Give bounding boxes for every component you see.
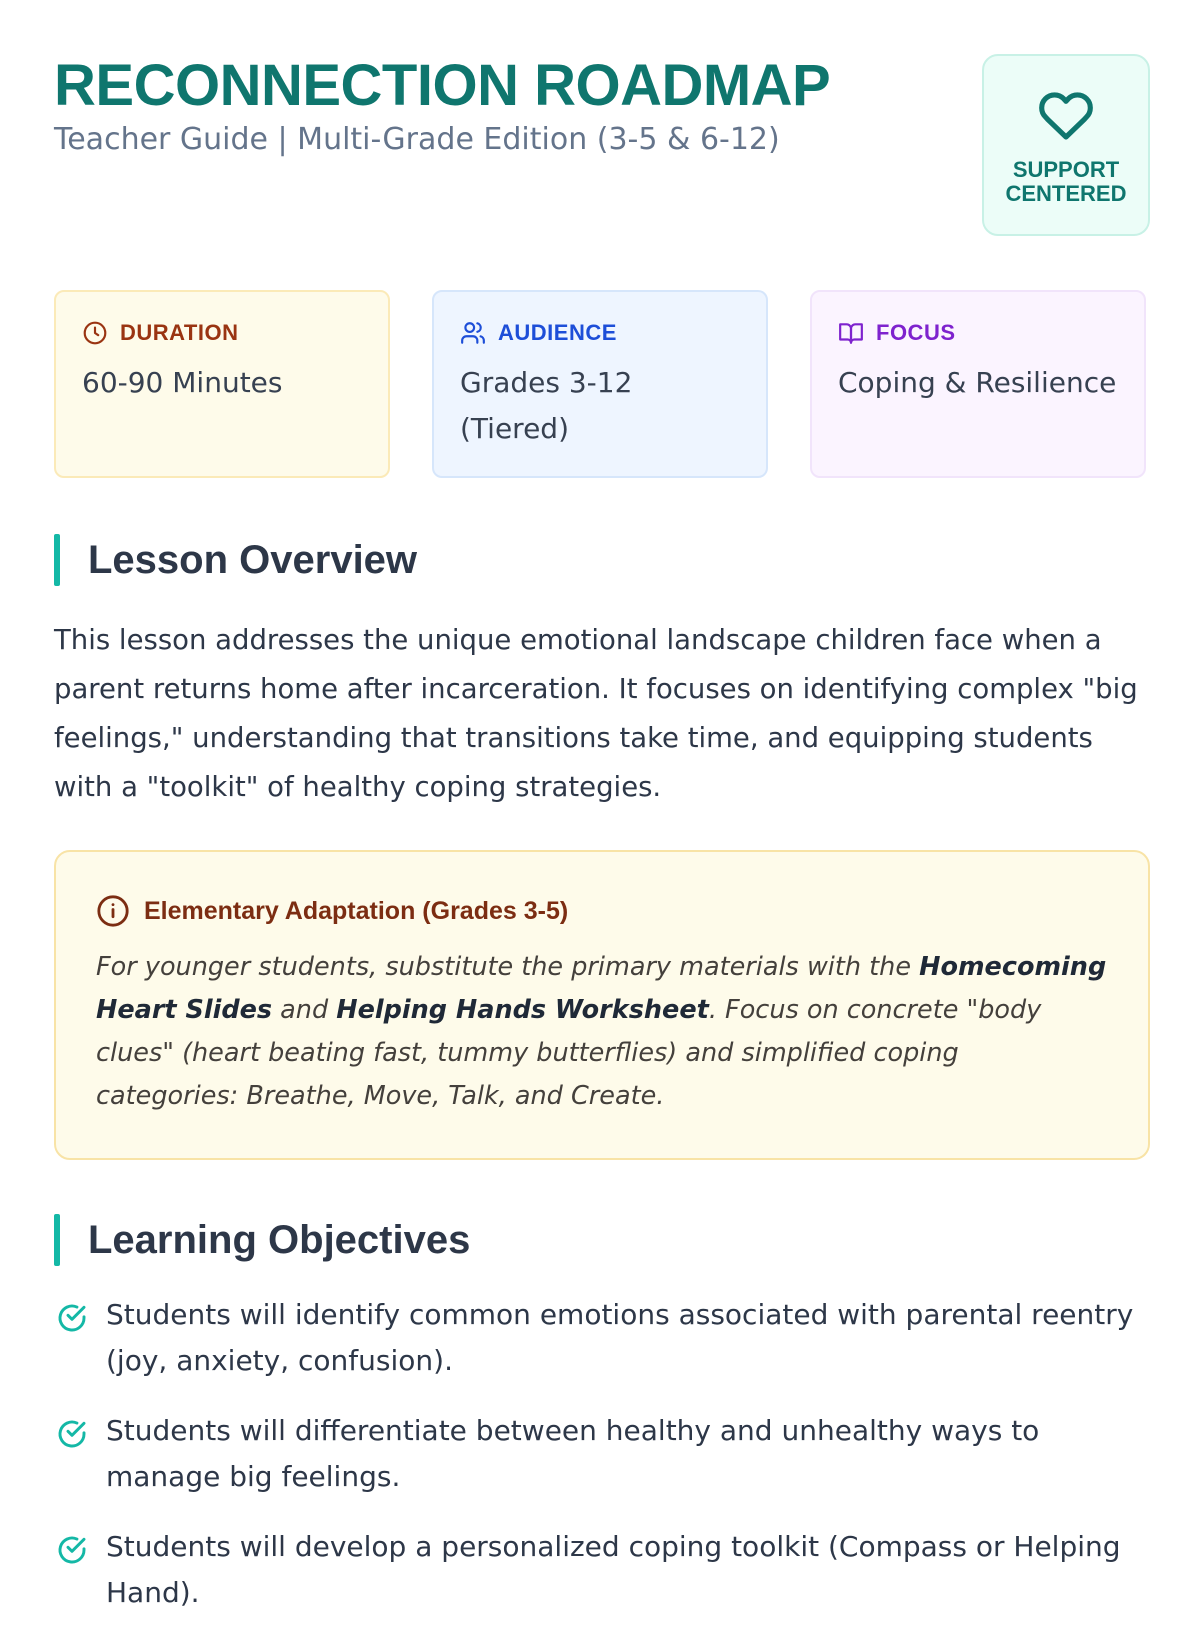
objective-text: Students will develop a personalized coping toolkit (Compass or Helping Hand).: [106, 1530, 1121, 1609]
elementary-adaptation-callout: [54, 850, 1150, 1160]
info-icon: [96, 894, 130, 928]
page-subtitle: Teacher Guide | Multi-Grade Edition (3-5 & 6-12): [54, 122, 780, 157]
document-page: [54, 0, 1150, 1609]
audience-label: AUDIENCE: [498, 320, 617, 345]
support-centered-badge: [982, 54, 1150, 236]
audience-value-line-1: Grades 3-12: [460, 366, 633, 399]
badge-line-1: SUPPORT: [1012, 157, 1120, 182]
focus-label: FOCUS: [876, 320, 956, 345]
list-item: [54, 1292, 1150, 1384]
overview-title: Lesson Overview: [88, 537, 418, 582]
focus-card: [810, 290, 1146, 478]
helping-hands-worksheet-ref: Helping Hands Worksheet: [336, 995, 709, 1025]
users-icon: [460, 320, 486, 346]
check-circle-icon: [54, 1302, 90, 1334]
section-accent-bar: [54, 534, 60, 586]
clock-icon: [82, 320, 108, 346]
homecoming-heart-slides-ref: Homecoming Heart Slides: [96, 952, 1107, 1025]
audience-value: [460, 360, 740, 452]
overview-heading: [54, 534, 417, 586]
badge-label: [984, 158, 1148, 206]
audience-label-row: [460, 320, 740, 346]
duration-label-row: [82, 320, 362, 346]
objective-text: Students will differentiate between healthy and unhealthy ways to manage big feelings.: [106, 1414, 1040, 1493]
adaptation-text-2: and: [272, 995, 337, 1025]
adaptation-heading: [96, 894, 1108, 928]
book-open-icon: [838, 320, 864, 346]
adaptation-text-3: . Focus on concrete "body clues" (heart beating fast, tummy butterflies) and simplified coping categories: Breathe, Move, Talk, and Create.: [96, 995, 1042, 1111]
objectives-title: Learning Objectives: [88, 1217, 471, 1262]
objectives-list: [54, 1292, 1150, 1640]
page-title: RECONNECTION ROADMAP: [54, 53, 831, 118]
adaptation-body: [96, 946, 1108, 1118]
adaptation-title: Elementary Adaptation (Grades 3-5): [144, 896, 569, 925]
objectives-heading: [54, 1214, 470, 1266]
list-item: [54, 1524, 1150, 1616]
overview-text: This lesson addresses the unique emotional landscape children face when a parent returns home after incarceration. It focuses on identifying complex "big feelings," understanding that transitions take time, and equipping students with a "toolkit" of healthy coping strategies.: [54, 624, 1138, 803]
objective-text: Students will identify common emotions associated with parental reentry (joy, anxiety, confusion).: [106, 1298, 1134, 1377]
document-header: [54, 0, 1150, 250]
section-accent-bar: [54, 1214, 60, 1266]
audience-value-line-2: (Tiered): [460, 412, 569, 445]
adaptation-text-1: For younger students, substitute the primary materials with the: [96, 952, 920, 982]
check-circle-icon: [54, 1534, 90, 1566]
badge-line-2: CENTERED: [1005, 181, 1127, 206]
info-cards: [54, 290, 1150, 480]
duration-value: 60-90 Minutes: [82, 366, 283, 399]
check-circle-icon: [54, 1418, 90, 1450]
duration-card: [54, 290, 390, 478]
heart-icon: [1035, 88, 1097, 144]
focus-value: Coping & Resilience: [838, 366, 1117, 399]
audience-card: [432, 290, 768, 478]
focus-label-row: [838, 320, 1118, 346]
list-item: [54, 1408, 1150, 1500]
duration-label: DURATION: [120, 320, 239, 345]
